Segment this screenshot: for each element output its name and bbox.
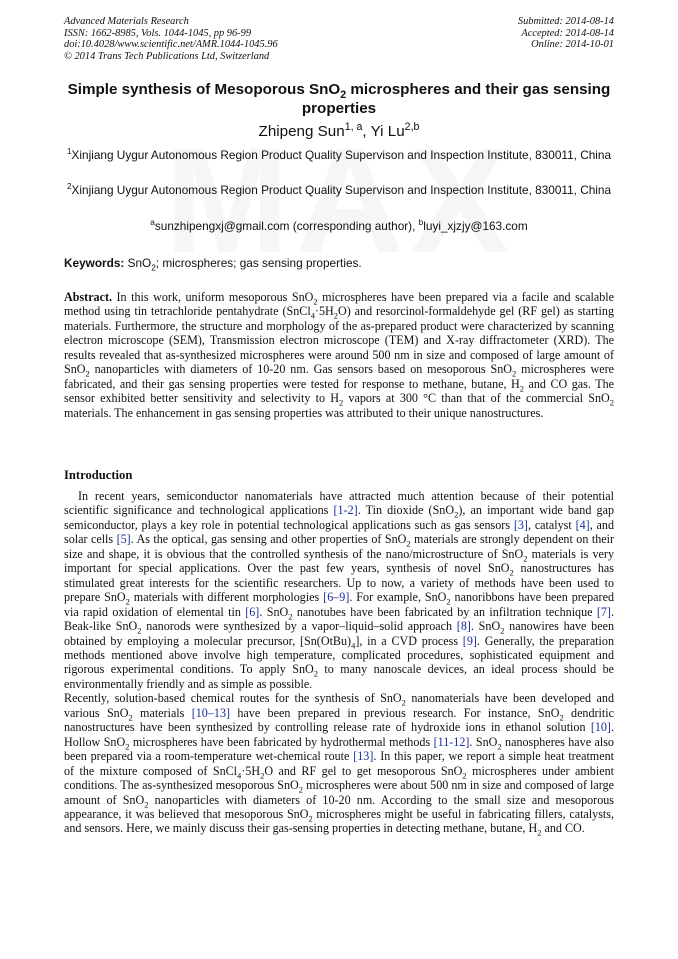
abstract: Abstract. In this work, uniform mesoporous SnO$_2$ microspheres have been prepared via a facile and scalable method using tin tetrachloride pentahydrate $(SnCl_4\cdot 5H_2O)$ and resorcinol-formaldehyde gel (RF gel) as starting materials. Furthermore, the structure and morphology of the as-prepared product were characterized by scanning electron microscope (SEM), Transmission electron microscope (TEM) and X-ray diffractometer (XRD). The results revealed that as-synthesized microspheres were around 500 nm in size and composed of large amount of SnO$_2$ nanoparticles with diameters of 10-20 nm. Gas sensors based on mesoporous SnO$_2$ microspheres were fabricated, and their gas sensing properties were tested for response to methane, butane, $H_2$ and CO gas. The sensor exhibited better sensitivity and selectivity to $H_2$ vapors at 300 °C than that of the commercial SnO$_2$ materials. The enhancement in gas sensing properties was attributed to their unique nanostructures.	[64, 290, 615, 420]
abstract-label: Abstract.	[64, 290, 113, 304]
citation-link[interactable]: [9]	[462, 633, 477, 648]
affiliation-2: $^2$Xinjiang Uygur Autonomous Region Product Quality Supervison and Inspection Institute, 830011, China	[66, 182, 612, 197]
affiliation-1: $^1$Xinjiang Uygur Autonomous Region Product Quality Supervison and Inspection Institute, 830011, China	[66, 147, 612, 162]
citation-link[interactable]: [13]	[353, 749, 374, 764]
journal-name: Advanced Materials Research	[64, 16, 189, 27]
journal-info	[64, 16, 278, 62]
citation-link[interactable]: [8]	[456, 619, 471, 634]
keywords: Keywords: SnO$_2$; microspheres; gas sensing properties.	[64, 256, 362, 273]
paper-title: Simple synthesis of Mesoporous SnO$_2$ microspheres and their gas sensing properties	[67, 81, 611, 117]
section-heading-introduction: Introduction	[64, 468, 133, 482]
dates-info	[518, 16, 614, 51]
accepted-date: Accepted: 2014-08-14	[521, 27, 614, 39]
citation-link[interactable]: [11-12]	[433, 734, 470, 749]
citation-link[interactable]: [10]	[590, 720, 611, 735]
introduction-body	[64, 489, 614, 836]
paragraph: In recent years, semiconductor nanomaterials have attracted much attention because of their potential scientific significance and technological applications [1-2]. Tin dioxide (SnO$_2$), an important wide band gap semiconductor, plays a key role in potential technological applications such as gas sensors [3], catalyst [4], and solar cells [5]. As the optical, gas sensing and other properties of SnO$_2$ materials are strongly dependent on their size and shape, it is obvious that the controlled synthesis of the nano/microstructure of SnO$_2$ materials is very important for special applications. Over the past few years, synthesis of novel SnO$_2$ nanostructures has stimulated great interests for the scientific researchers. Up to now, a variety of methods have been used to prepare SnO$_2$ materials with different morphologies [6–9]. For example, SnO$_2$ nanoribbons have been prepared via rapid oxidation of elemental tin [6]. SnO$_2$ nanotubes have been fabricated by an infiltration technique [7]. Beak-like SnO$_2$ nanorods were synthesized by a vapor–liquid–solid approach [8]. SnO$_2$ nanowires have been obtained by employing a molecular precursor, $[Sn(OtBu)_4]$, in a CVD process [9]. Generally, the preparation methods mentioned above involve high temperature, complicated procedures, sophisticated equipment and rigorous experimental conditions. To apply SnO$_2$ to many nanoscale devices, an ideal process should be environmentally friendly and as simple as possible.	[64, 489, 615, 691]
issn-line: ISSN: 1662-8985, Vols. 1044-1045, pp 96-99	[64, 27, 252, 39]
keywords-label: Keywords:	[64, 256, 125, 270]
online-date: Online: 2014-10-01	[531, 39, 614, 50]
citation-link[interactable]: [4]	[575, 517, 590, 532]
author-name: Zhipeng Sun	[258, 123, 345, 140]
citation-link[interactable]: [5]	[116, 532, 131, 547]
citation-link[interactable]: [7]	[596, 604, 611, 619]
author-name: Yi Lu	[370, 123, 405, 140]
email-link[interactable]: sunzhipengxj@gmail.com (corresponding author),	[154, 219, 419, 233]
copyright-line: © 2014 Trans Tech Publications Ltd, Switzerland	[64, 50, 270, 62]
citation-link[interactable]: [3]	[513, 517, 528, 532]
citation-link[interactable]: [6]	[245, 604, 260, 619]
citation-link[interactable]: [1-2]	[333, 503, 358, 518]
email-link[interactable]: luyi_xjzjy@163.com	[423, 219, 528, 233]
citation-link[interactable]: [10–13]	[191, 705, 231, 720]
citation-link[interactable]: [6–9]	[323, 590, 350, 605]
submitted-date: Submitted: 2014-08-14	[517, 16, 614, 27]
author-emails: $^a$sunzhipengxj@gmail.com (corresponding author), $^b$luyi_xjzjy@163.com	[150, 218, 528, 233]
author-list: Zhipeng Sun$^{1, a}$, Yi Lu$^{2,b}$	[258, 120, 420, 140]
doi-line[interactable]: doi:10.4028/www.scientific.net/AMR.1044-1045.96	[64, 39, 278, 50]
paragraph: Recently, solution-based chemical routes for the synthesis of SnO$_2$ nanomaterials have been developed and various SnO$_2$ materials [10–13] have been prepared in previous research. For instance, SnO$_2$ dendritic nanostructures have been synthesized by controlling release rate of hydroxide ions in ethanol solution [10]. Hollow SnO$_2$ microspheres have been fabricated by hydrothermal methods [11-12]. SnO$_2$ nanospheres have also been prepared via a room-temperature wet-chemical route [13]. In this paper, we report a simple heat treatment of the mixture composed of $SnCl_4\cdot 5H_2O$ and RF gel to get mesoporous SnO$_2$ microspheres under ambient conditions. The as-synthesized mesoporous SnO$_2$ microspheres were about 500 nm in size and composed of large amount of SnO$_2$ nanoparticles with diameters of 10-20 nm. According to the small size and mesoporous appearance, it was believed that mesoporous SnO$_2$ microspheres might be useful in fabricating fillers, catalysts, and sensors. Here, we mainly discuss their gas-sensing properties in detecting methane, butane, $H_2$ and CO.	[64, 691, 615, 838]
